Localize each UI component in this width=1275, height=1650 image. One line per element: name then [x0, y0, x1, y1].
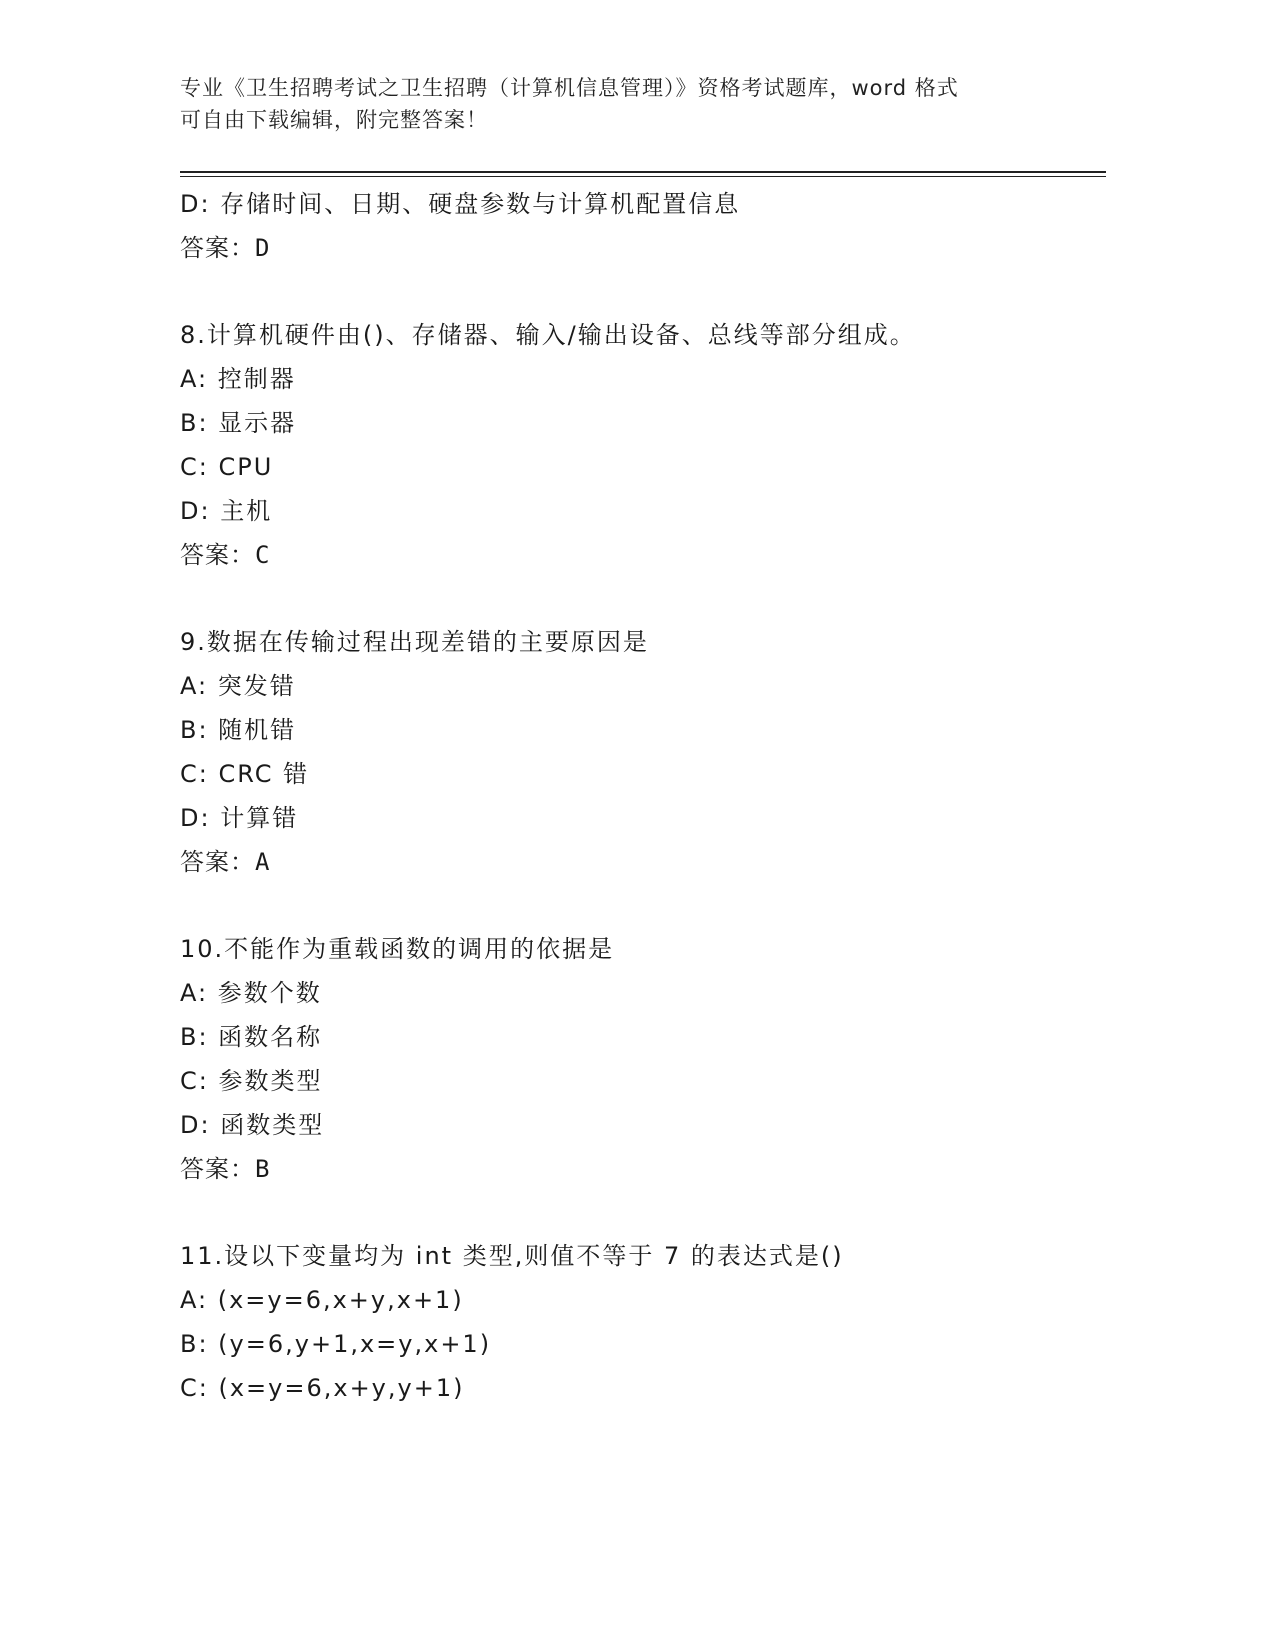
q9-option-c: C: CRC 错	[180, 760, 310, 788]
header-divider-thin	[180, 176, 1106, 177]
q9-question: 9.数据在传输过程出现差错的主要原因是	[180, 628, 649, 656]
q7-option-d: D: 存储时间、日期、硬盘参数与计算机配置信息	[180, 190, 741, 218]
spacer	[180, 577, 1110, 620]
document-header	[180, 72, 1060, 136]
header-title-line-2: 可自由下载编辑，附完整答案！	[180, 108, 488, 132]
question-8	[180, 313, 1110, 577]
q10-option-b: B: 函数名称	[180, 1023, 323, 1051]
q9-answer: 答案：A	[180, 848, 271, 876]
question-10	[180, 927, 1110, 1191]
q8-answer: 答案：C	[180, 541, 271, 569]
question-11	[180, 1234, 1110, 1410]
q11-option-b: B: (y=6,y+1,x=y,x+1)	[180, 1330, 492, 1358]
q8-option-d: D: 主机	[180, 497, 273, 525]
q10-option-a: A: 参数个数	[180, 979, 322, 1007]
q11-option-a: A: (x=y=6,x+y,x+1)	[180, 1286, 464, 1314]
q9-option-d: D: 计算错	[180, 804, 299, 832]
q8-option-a: A: 控制器	[180, 365, 296, 393]
header-title-line-1: 专业《卫生招聘考试之卫生招聘（计算机信息管理）》资格考试题库，word 格式	[180, 76, 959, 100]
q10-option-c: C: 参数类型	[180, 1067, 323, 1095]
q10-question: 10.不能作为重载函数的调用的依据是	[180, 935, 615, 963]
question-7-tail	[180, 182, 1110, 270]
q8-option-b: B: 显示器	[180, 409, 297, 437]
q11-question: 11.设以下变量均为 int 类型,则值不等于 7 的表达式是()	[180, 1242, 844, 1270]
q11-option-c: C: (x=y=6,x+y,y+1)	[180, 1374, 465, 1402]
q8-question: 8.计算机硬件由()、存储器、输入/输出设备、总线等部分组成。	[180, 321, 916, 349]
spacer	[180, 270, 1110, 313]
spacer	[180, 1191, 1110, 1234]
q9-option-b: B: 随机错	[180, 716, 297, 744]
header-divider-thick	[180, 171, 1106, 173]
question-9	[180, 620, 1110, 884]
q7-answer: 答案：D	[180, 234, 271, 262]
spacer	[180, 884, 1110, 927]
q9-option-a: A: 突发错	[180, 672, 296, 700]
q10-option-d: D: 函数类型	[180, 1111, 325, 1139]
q10-answer: 答案：B	[180, 1155, 271, 1183]
question-list	[180, 182, 1110, 1410]
q8-option-c: C: CPU	[180, 453, 274, 481]
